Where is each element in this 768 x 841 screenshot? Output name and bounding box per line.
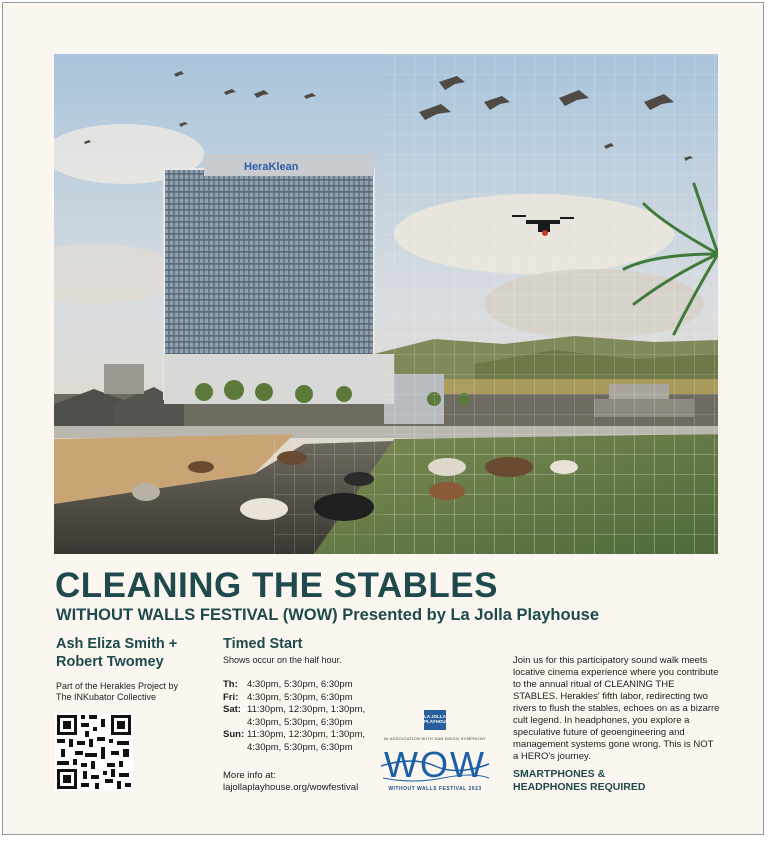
schedule-day: Th:: [223, 679, 238, 690]
poster: [2, 2, 764, 835]
artist-credits: [56, 635, 216, 671]
schedule-times: 11:30pm, 12:30pm, 1:30pm,: [247, 704, 366, 715]
schedule-row: [223, 742, 365, 755]
building-sign: HeraKlean: [244, 161, 299, 173]
schedule-row: [223, 692, 365, 705]
schedule-day: [223, 717, 247, 730]
more-info: [223, 770, 358, 794]
schedule: [223, 679, 365, 754]
schedule-row: [223, 679, 365, 692]
wow-logo-text: WOW: [384, 744, 486, 785]
artist-line-2: Robert Twomey: [56, 654, 164, 670]
requirement-line-2: HEADPHONES REQUIRED: [513, 781, 646, 793]
schedule-row: [223, 704, 365, 717]
schedule-row: [223, 717, 365, 730]
association-text: IN ASSOCIATION WITH SAN DIEGO SYMPHONY: [383, 736, 486, 741]
requirement-line-1: SMARTPHONES &: [513, 768, 606, 780]
subtitle: WITHOUT WALLS FESTIVAL (WOW) Presented by La Jolla Playhouse: [56, 606, 600, 624]
wow-festival-text: WITHOUT WALLS FESTIVAL 2023: [388, 786, 482, 792]
qr-code[interactable]: [55, 713, 133, 791]
schedule-times: 4:30pm, 5:30pm, 6:30pm: [247, 716, 353, 728]
schedule-day: Fri:: [223, 691, 239, 703]
schedule-times: 4:30pm, 5:30pm, 6:30pm: [247, 679, 353, 690]
timed-start-heading: Timed Start: [223, 636, 303, 652]
project-credit: [56, 681, 216, 703]
more-info-label: More info at:: [223, 770, 276, 781]
requirement-note: [513, 768, 721, 794]
more-info-link[interactable]: lajollaplayhouse.org/wowfestival: [223, 782, 359, 793]
schedule-day: Sun:: [223, 729, 245, 740]
artist-line-1: Ash Eliza Smith +: [56, 636, 178, 652]
schedule-day: Sat:: [223, 704, 241, 715]
project-line-2: The INKubator Collective: [56, 692, 157, 702]
collage-artwork: [54, 54, 718, 554]
project-line-1: Part of the Herakles Project by: [56, 681, 179, 691]
schedule-times: 11:30pm, 12:30pm, 1:30pm,: [247, 729, 366, 740]
schedule-row: [223, 729, 365, 742]
schedule-note: Shows occur on the half hour.: [223, 655, 342, 665]
schedule-times: 4:30pm, 5:30pm, 6:30pm: [247, 691, 353, 703]
playhouse-logo: LA JOLLA PLAYHOUSE: [424, 710, 446, 730]
description: Join us for this participatory sound walk meets locative cinema experience where you contribute to the annual ritual of CLEANING THE STABLES. Herakles' fifth labor, redirecting two rivers to flush the stables, echoes on as a bizarre cult legend. In headphones, you explore a speculative future of geoengineering and management systems gone wrong. This is NOT a HERO's journey.: [513, 655, 720, 762]
title: CLEANING THE STABLES: [55, 566, 498, 605]
schedule-times: 4:30pm, 5:30pm, 6:30pm: [247, 741, 353, 753]
schedule-day: [223, 742, 247, 755]
wow-logo: [373, 744, 497, 786]
